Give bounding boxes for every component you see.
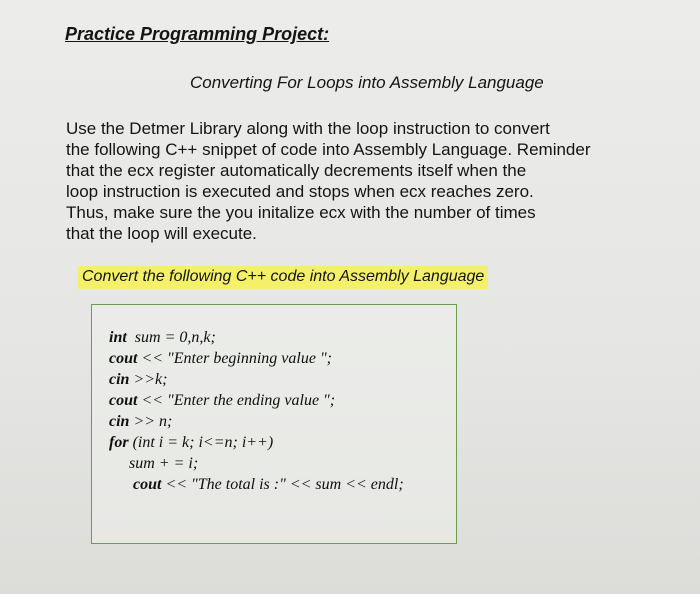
code-keyword: cout [133, 476, 162, 493]
code-text: << "Enter the ending value "; [137, 392, 336, 409]
paragraph-line: Use the Detmer Library along with the loop instruction to convert [66, 119, 550, 138]
code-snippet-box [91, 304, 457, 544]
paragraph-line: loop instruction is executed and stops when ecx reaches zero. [66, 182, 534, 201]
code-text: (int i = k; i<=n; i++) [128, 434, 274, 451]
code-keyword: int [109, 329, 127, 346]
project-subtitle: Converting For Loops into Assembly Language [190, 73, 544, 92]
code-keyword: for [109, 434, 129, 451]
code-line [109, 411, 404, 432]
code-keyword: cout [109, 350, 138, 367]
paragraph-line: the following C++ snippet of code into Assembly Language. Reminder [66, 140, 591, 159]
code-line [109, 453, 404, 474]
paragraph-line: Thus, make sure the you initalize ecx with the number of times [66, 203, 536, 222]
code-keyword: cin [109, 413, 130, 430]
paragraph-line: that the loop will execute. [66, 224, 257, 243]
code-line [109, 474, 404, 495]
code-line [109, 327, 404, 348]
paragraph-line: that the ecx register automatically decrements itself when the [66, 161, 527, 180]
code-text: << "Enter beginning value "; [137, 350, 332, 367]
code-line [109, 348, 404, 369]
code-text: >> n; [129, 413, 173, 430]
code-keyword: cout [109, 392, 138, 409]
highlighted-instruction: Convert the following C++ code into Assembly Language [78, 266, 488, 289]
instructions-paragraph [66, 118, 676, 244]
code-keyword: cin [109, 371, 130, 388]
code-text: >>k; [129, 371, 168, 388]
code-line [109, 432, 404, 453]
code-text: sum = 0,n,k; [126, 329, 216, 346]
project-heading: Practice Programming Project: [65, 24, 330, 44]
code-text: << "The total is :" << sum << endl; [161, 476, 404, 493]
code-snippet [109, 327, 404, 495]
code-line [109, 369, 404, 390]
code-line [109, 390, 404, 411]
code-text: sum + = i; [129, 455, 199, 472]
